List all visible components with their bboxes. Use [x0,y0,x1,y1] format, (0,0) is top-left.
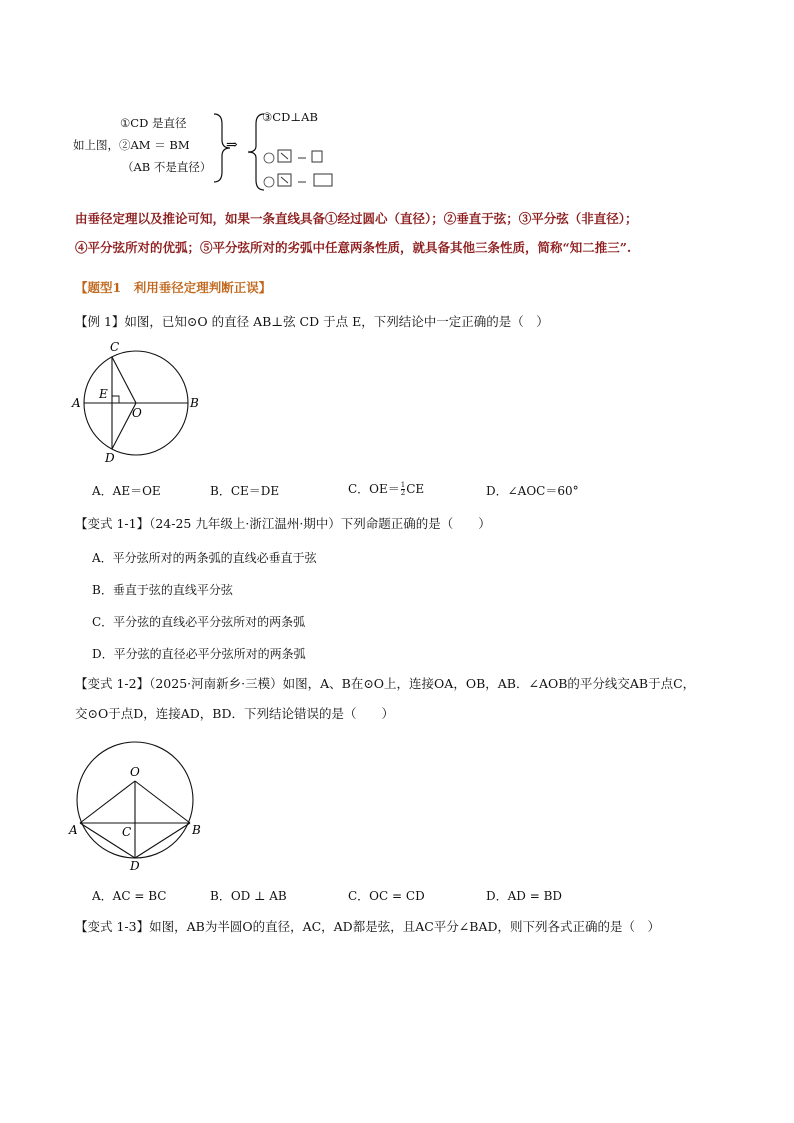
variant-1-1-option-d: D．平分弦的直径必平分弦所对的两条弧 [92,647,306,661]
broken-image-icon [314,174,332,186]
label-d: D [130,859,140,872]
label-c: C [110,340,120,354]
example-1-option-b: B．CE＝DE [210,484,280,498]
broken-formula-images [262,148,342,194]
variant-1-1-option-a: A．平分弦所对的两条弧的直线必垂直于弦 [92,551,317,565]
label-o: O [130,765,140,779]
circled-4-icon [264,153,274,163]
variant-1-2-stem-line-2: 交⊙O于点D，连接AD，BD．下列结论错误的是（ ） [75,706,395,721]
segment-oa [80,781,135,823]
condition-1: ①CD 是直径 [120,116,187,130]
example-1-figure [68,336,208,466]
label-b: B [192,823,201,837]
example-1-option-d: D．∠AOC＝60° [486,484,579,498]
variant-1-1-option-b: B．垂直于弦的直线平分弦 [92,583,233,597]
variant-1-2-option-b: B．OD ⊥ AB [210,889,287,903]
circled-5-icon [264,177,274,187]
variant-1-1-stem: 【变式 1-1】（24-25 九年级上·浙江温州·期中）下列命题正确的是（ ） [75,516,491,531]
theorem-line-1: 由垂径定理以及推论可知，如果一条直线具备①经过圆心（直径）；②垂直于弦；③平分弦（非直径）； [75,211,638,226]
brace-diagram [210,110,270,195]
condition-3: （AB 不是直径） [122,160,212,174]
segment-ob [135,781,190,823]
label-d: D [105,451,115,465]
label-a: A [69,823,78,837]
section-title: 【题型1 利用垂径定理判断正误】 [75,280,272,295]
implies-arrow: ⇒ [226,137,238,153]
variant-1-2-option-a: A．AC = BC [92,889,167,903]
label-c: C [122,825,132,839]
result-1: ③CD⊥AB [262,110,318,124]
label-b: B [190,396,199,410]
broken-image-icon [312,151,322,162]
example-1-option-a: A．AE＝OE [92,484,161,498]
variant-1-2-figure [66,736,206,872]
label-o: O [132,406,142,420]
segment-bd [135,823,190,858]
variant-1-2-option-d: D．AD = BD [486,889,563,903]
variant-1-1-option-c: C．平分弦的直线必平分弦所对的两条弧 [92,615,306,629]
example-1-stem: 【例 1】如图，已知⊙O 的直径 AB⊥弦 CD 于点 E，下列结论中一定正确的是（ ） [75,314,549,329]
label-e: E [99,387,108,401]
example-1-option-c: C．OE＝ $\frac{1}{2}$ CE [348,481,425,497]
theorem-line-2: ④平分弦所对的优弧；⑤平分弦所对的劣弧中任意两条性质，就具备其他三条性质，简称“知二推三”. [75,240,632,255]
variant-1-2-option-c: C．OC = CD [348,889,425,903]
variant-1-3-stem: 【变式 1-3】如图，AB为半圆O的直径，AC，AD都是弦，且AC平分∠BAD，则下列各式正确的是（ ） [75,919,661,934]
condition-2: 如上图，②AM ＝ BM [73,138,190,152]
variant-1-2-stem-line-1: 【变式 1-2】（2025·河南新乡·三模）如图，A、B在⊙O上，连接OA，OB，AB．∠AOB的平分线交AB于点C， [75,676,696,691]
label-a: A [72,396,81,410]
right-angle-mark [112,396,119,403]
